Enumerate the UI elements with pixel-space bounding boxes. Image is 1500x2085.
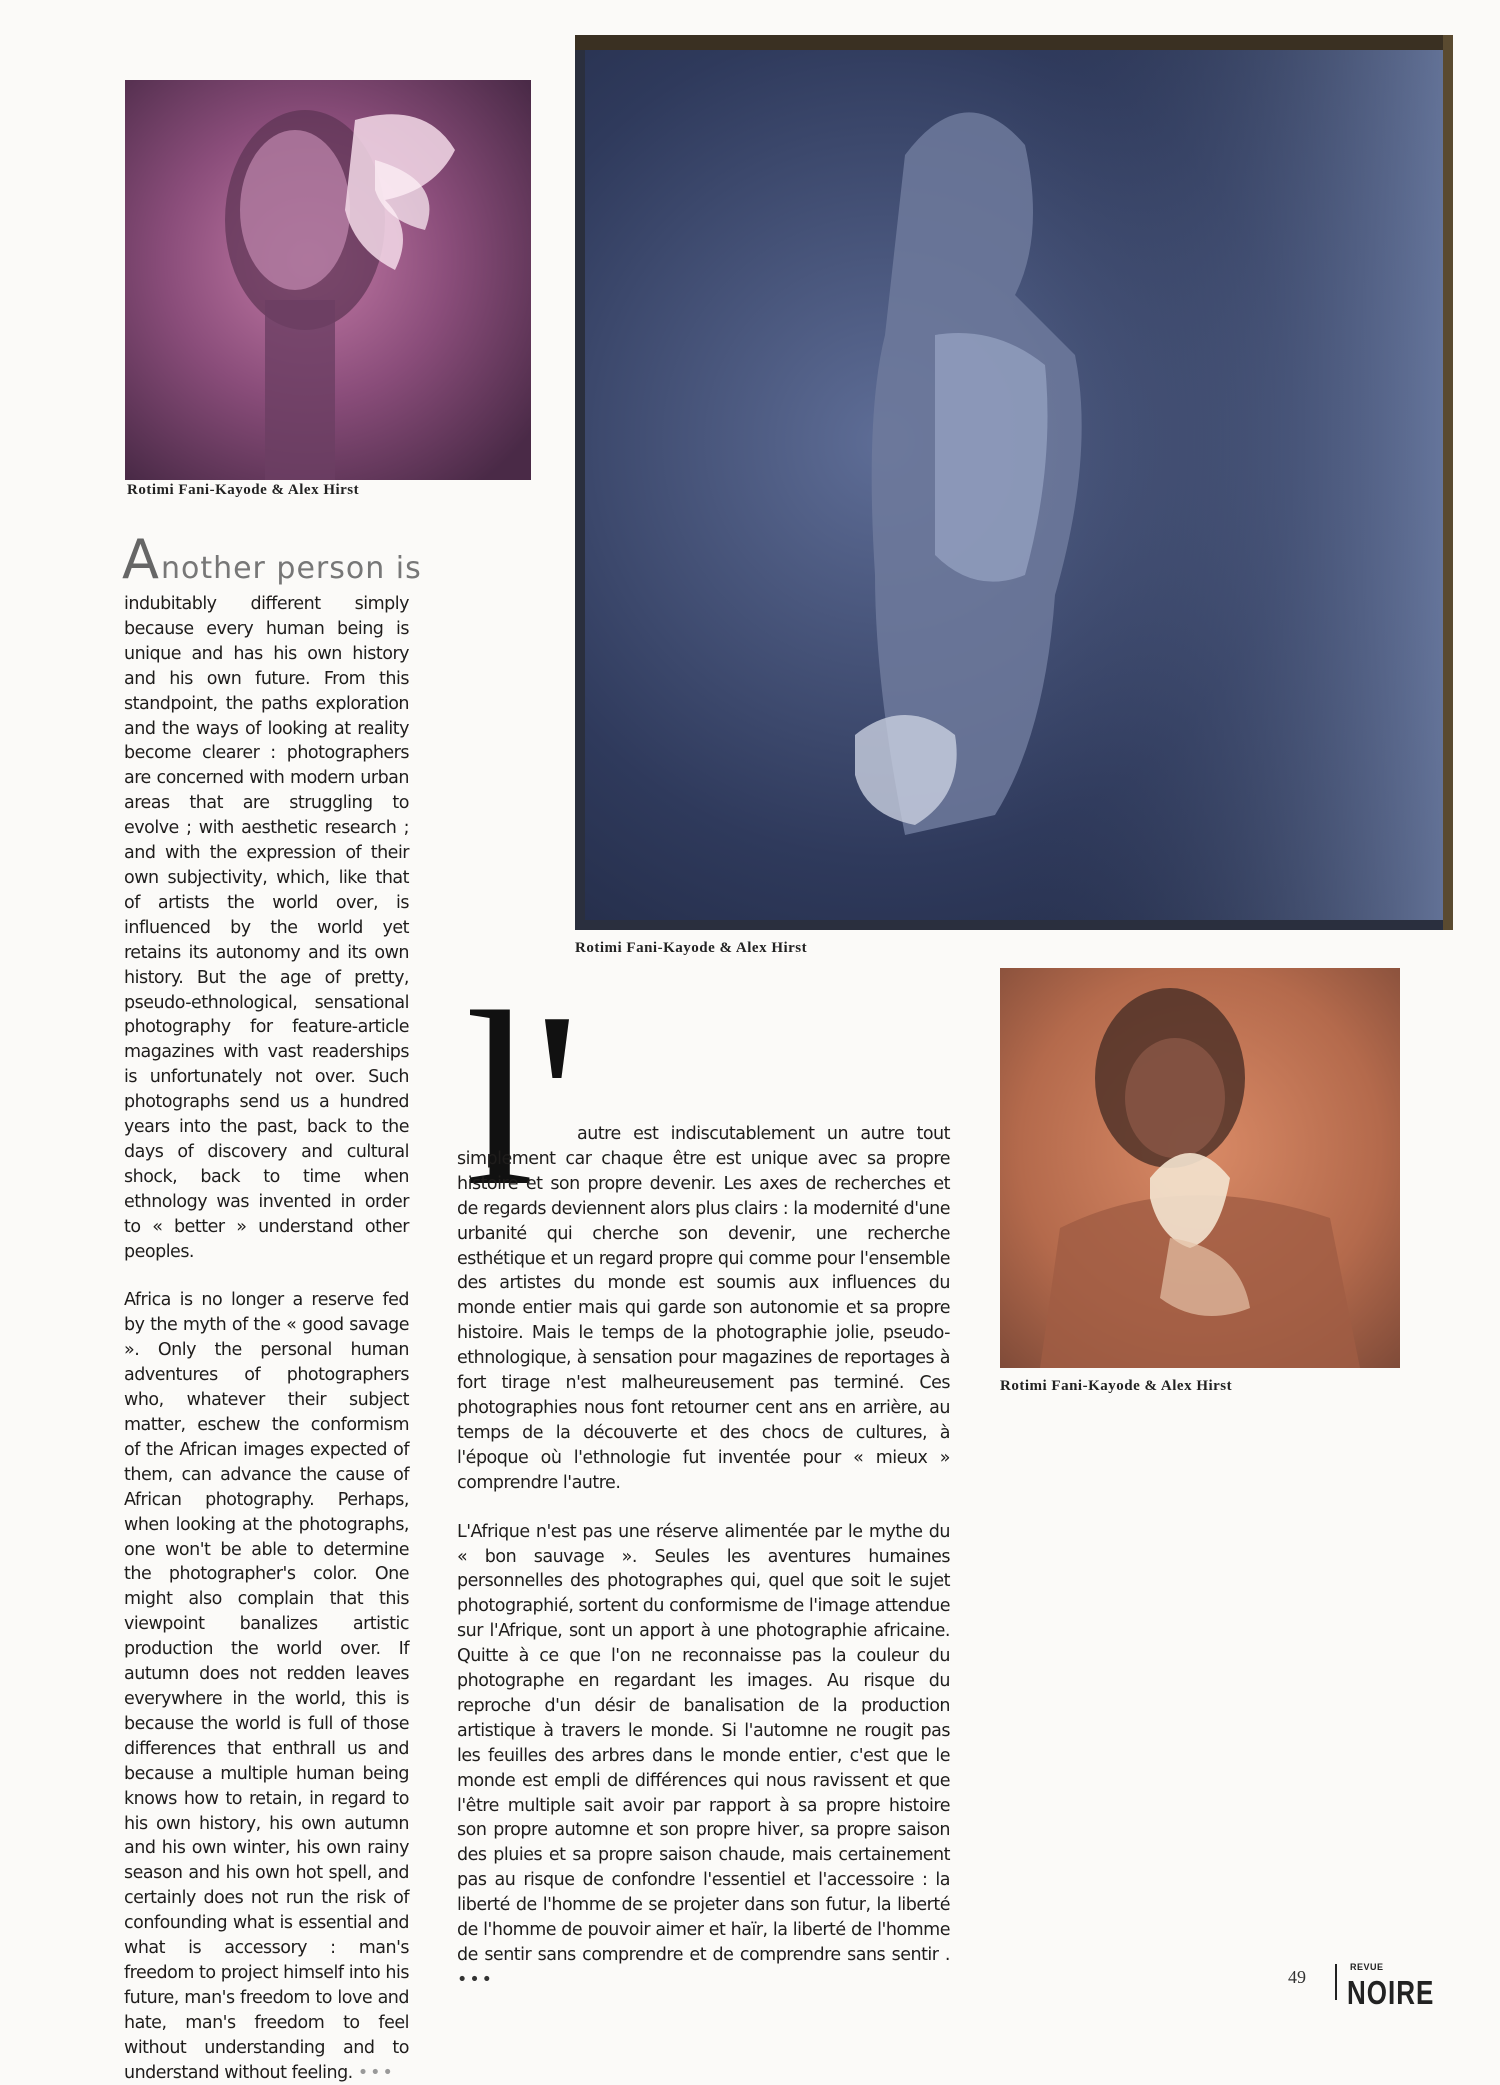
english-lead-rest: nother person is bbox=[160, 551, 422, 586]
french-paragraph-2-text: L'Afrique n'est pas une réserve alimentée par le mythe du « bon sauvage ». Seules les aventures humaines personnelles des photographes qui, quel que soit le sujet photographié, sortent du conformisme de l'image attendue sur l'Afrique, sont un apport à une photographie africaine. Quitte à ce que l'on ne reconnaisse pas la couleur du photographe en regardant les images. Au risque du reproche d'un désir de banalisation de la production artistique à travers le monde. Si l'automne ne rougit pas les feuilles des arbres dans le monde entier, c'est que le monde est empli de différences qui nous ravissent et que l'être multiple sait avoir par rapport à sa propre histoire son propre automne et son propre hiver, sa propre saison des pluies et sa propre saison chaude, mais certainement pas au risque de confondre l'essentiel et l'accessoire : la liberté de l'homme de se projeter dans son futur, la liberté de l'homme de pouvoir aimer et haïr, la liberté de l'homme de sentir sans comprendre et de comprendre sans sentir . bbox=[457, 1521, 950, 1965]
french-paragraph-1 bbox=[457, 1122, 950, 1496]
english-paragraph-1: indubitably different simply because every human being is unique and has his own history and his own future. From this standpoint, the paths exploration and the ways of looking at reality become clearer : photographers are concerned with modern urban areas that are struggling to evolve ; with aesthetic research ; and with the expression of their own subjectivity, which, like that of artists the world over, is influenced by the world yet retains its autonomy and its own history. But the age of pretty, pseudo-ethnological, sensational photography for feature-article magazines with vast readerships is unfortunately not over. Such photographs send us a hundred years into the past, back to the days of discovery and cultural shock, back to time when ethnology was invented in order to « better » understand other peoples. bbox=[124, 594, 409, 1262]
french-ellipsis: ••• bbox=[457, 1969, 494, 1990]
caption-right: Rotimi Fani-Kayode & Alex Hirst bbox=[1000, 1378, 1233, 1394]
logo-divider bbox=[1335, 1964, 1337, 2000]
logo-noire: NOIRE bbox=[1347, 1973, 1435, 2012]
french-dropcap: l' bbox=[465, 961, 580, 1238]
caption-top-left: Rotimi Fani-Kayode & Alex Hirst bbox=[127, 482, 360, 498]
photo-top-left bbox=[125, 80, 531, 480]
english-lead-cap: A bbox=[122, 528, 160, 591]
french-column bbox=[457, 1122, 950, 1993]
english-ellipsis: ••• bbox=[357, 2062, 395, 2083]
photo-right bbox=[1000, 968, 1400, 1368]
english-column bbox=[124, 592, 409, 2085]
english-paragraph-2 bbox=[124, 1288, 409, 2085]
french-paragraph-1-text: autre est indiscutablement un autre tout simplement car chaque être est unique avec sa propre histoire et son propre devenir. Les axes de recherches et de regards deviennent alors plus clairs : la modernité d'une urbanité qui cherche son devenir, une recherche esthétique et un regard propre qui comme pour l'ensemble des artistes du monde est soumis aux influences du monde entier mais qui garde son autonomie et sa propre histoire. Mais le temps de la photographie jolie, pseudo-ethnologique, à sensation pour magazines de reportages à fort tirage n'est malheureusement pas terminé. Ces photographies nous font retourner cent ans en arrière, au temps de la découverte et des chocs de cultures, à l'époque où l'ethnologie fut inventée pour « mieux » comprendre l'autre. bbox=[457, 1124, 950, 1493]
french-paragraph-2 bbox=[457, 1520, 950, 1993]
english-lead bbox=[122, 528, 422, 591]
english-paragraph-2-text: Africa is no longer a reserve fed by the myth of the « good savage ». Only the personal human adventures of photographers who, whatever their subject matter, eschew the conformism of the African images expected of them, can advance the cause of African photography. Perhaps, when looking at the photographs, one won't be able to determine the photographer's color. One might also complain that this viewpoint banalizes artistic production the world over. If autumn does not redden leaves everywhere in the world, this is because the world is full of those differences that enthrall us and because a multiple human being knows how to retain, in regard to his own history, his own autumn and his own winter, his own rainy season and his own hot spell, and certainly does not run the risk of confounding what is essential and what is accessory : man's freedom to project himself into his future, man's freedom to love and hate, man's freedom to feel without understanding and to understand without feeling. bbox=[124, 1290, 409, 2083]
logo-revue: REVUE bbox=[1350, 1962, 1384, 1972]
caption-center: Rotimi Fani-Kayode & Alex Hirst bbox=[575, 940, 808, 956]
photo-center bbox=[575, 35, 1453, 930]
page-number: 49 bbox=[1288, 1967, 1306, 1987]
